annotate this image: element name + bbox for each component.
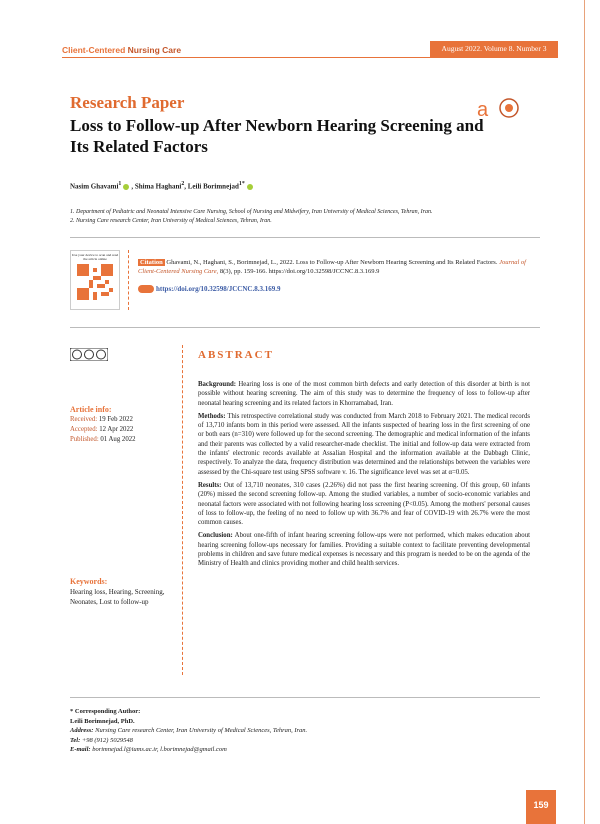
- corr-address-label: Address:: [70, 727, 94, 734]
- corr-name: Leili Borimnejad, PhD.: [70, 717, 135, 725]
- citation-text: Ghavami, N., Haghani, S., Borimnejad, L., 2022. Loss to Follow-up After Newborn Hearing Screening and Its Related Factors.: [166, 259, 498, 266]
- abstract-conclusion: [198, 531, 530, 568]
- background-text: Hearing loss is one of the most common birth defects and early detection of this disorder at birth is not possible without hearing screening. The aim of this study was to determine the frequency of loss to follow-up after neonatal hearing screening and its related factors in Khorramabad, Iran.: [198, 381, 530, 407]
- received-date: 19 Feb 2022: [98, 416, 133, 423]
- article-info-heading: Article info:: [70, 405, 112, 414]
- creative-commons-icon: [70, 348, 108, 361]
- abstract-background: [198, 380, 530, 408]
- conclusion-label: Conclusion:: [198, 532, 233, 540]
- issue-banner: August 2022. Volume 8. Number 3: [430, 41, 558, 57]
- citation-divider: [128, 250, 129, 310]
- article-title: Loss to Follow-up After Newborn Hearing Screening and Its Related Factors: [70, 116, 484, 156]
- affiliation-item: 2. Nursing Care research Center, Iran University of Medical Sciences, Tehran, Iran.: [70, 218, 272, 224]
- journal-name-part1: Client-Centered: [62, 45, 126, 55]
- accepted-label: Accepted:: [70, 426, 98, 433]
- abstract-results: [198, 481, 530, 527]
- keywords-text: Hearing loss, Hearing, Screening, Neonates, Lost to follow-up: [70, 588, 165, 606]
- divider: [70, 697, 540, 698]
- corr-address: Nursing Care research Center, Iran University of Medical Sciences, Tehran, Iran.: [95, 727, 308, 734]
- citation-label: Citation: [140, 259, 163, 266]
- results-text: Out of 13,710 neonates, 310 cases (2.26%) did not pass the first hearing screening. Of this group, 60 infants (20%) missed the second screening follow-up. Among the studied variables, a number of socio-economic variables and neonatal factors were associated with not following hearing loss screening (P<0.05). Among the mothers' personal causes of loss to follow-up, the feeling of no need to follow up with 36.7% and fear of COVID-19 with 26.7% were the most common causes.: [198, 481, 530, 527]
- page-number: 159: [526, 790, 556, 824]
- abstract-heading: ABSTRACT: [198, 349, 274, 361]
- corr-tel: +98 (912) 5029548: [81, 736, 133, 744]
- affiliation-item: 1. Department of Pediatric and Neonatal Intensive Care Nursing, School of Nursing and Midwifery, Iran University of Medical Sciences, Tehran, Iran.: [70, 209, 433, 215]
- orcid-icon[interactable]: [123, 184, 129, 190]
- svg-text:a: a: [477, 99, 489, 121]
- author-name: Shima Haghani: [134, 182, 182, 191]
- journal-name-part2: Nursing Care: [127, 45, 182, 55]
- author-affil-sup: 1*: [238, 181, 245, 187]
- corr-email-label: E-mail:: [70, 746, 91, 753]
- background-label: Background:: [198, 381, 237, 388]
- keywords-heading: Keywords:: [70, 577, 108, 586]
- abstract-body: [198, 380, 530, 573]
- author-affil-sup: 1: [118, 181, 122, 187]
- header-logos: [475, 97, 525, 126]
- published-date: 01 Aug 2022: [100, 436, 136, 443]
- column-divider: [182, 345, 183, 675]
- citation-block: [138, 258, 528, 276]
- abstract-methods: [198, 412, 530, 477]
- results-label: Results:: [198, 481, 222, 489]
- open-access-icon: [475, 97, 525, 121]
- author-list: Nasim Ghavami$^1$ , Shima Haghani$^2$, Leili Borimnejad$^{1*}$: [70, 181, 255, 190]
- qr-code-panel[interactable]: [70, 250, 120, 310]
- doi-icon: [138, 285, 154, 293]
- divider: [70, 237, 540, 238]
- qr-code-icon: [77, 264, 113, 300]
- conclusion-text: About one-fifth of infant hearing screening follow-ups were not performed, which makes education about hearing screening follow-ups necessary for families. Providing a suitable context to facilitate preventing developmental problems in children and save future medical expenses is necessary and this program is needed to be on the agenda of the Ministry of Health and clinics providing mother and child health services.: [198, 532, 530, 568]
- citation-rest: 8(3), pp. 159-166. https://doi.org/10.32598/JCCNC.8.3.169.9: [219, 268, 380, 275]
- methods-label: Methods:: [198, 412, 226, 420]
- affiliations: [70, 208, 540, 226]
- doi-link[interactable]: [138, 285, 280, 293]
- doi-text: https://doi.org/10.32598/JCCNC.8.3.169.9: [156, 285, 281, 293]
- article-type: Research Paper: [70, 93, 185, 112]
- methods-text: This retrospective correlational study was conducted from March 2018 to February 2021. The medical records of 13,710 infants born in this period were assessed. All the infants suspected of hearing loss in the first screening of one or both ears (n=310) were followed up for the second screening. The demographic and medical information of the infants and their parents was collected by a valid researcher-made checklist. The initial and follow-up data were extracted from the infants' electronic records available at Assalian Hospital and the information available at the Dabbagh Clinic, respectively. To analyze the data, frequency distribution was determined and the relationships between the variables were assessed by the Chi-square test using SPSS software v. 16. The significance level was set at α=0.05.: [198, 412, 531, 476]
- citation-journal: Journal of Client-Centered Nursing Care,: [138, 259, 526, 275]
- qr-caption: Use your device to scan and read the article online: [71, 253, 119, 261]
- corr-heading: * Corresponding Author:: [70, 708, 141, 715]
- accepted-date: 12 Apr 2022: [99, 426, 134, 433]
- author-affil-sup: 2: [181, 181, 185, 187]
- side-border-line: [584, 0, 585, 824]
- article-info: [70, 405, 136, 445]
- corr-email[interactable]: borimnejad.l@iums.ac.ir, l.borimnejad@gmail.com: [92, 746, 227, 753]
- corr-tel-label: Tel:: [70, 736, 81, 744]
- orcid-icon[interactable]: [247, 184, 253, 190]
- author-name: Leili Borimnejad: [187, 182, 239, 191]
- author-name: Nasim Ghavami: [70, 182, 119, 191]
- journal-name: [62, 45, 181, 55]
- received-label: Received:: [70, 416, 98, 423]
- header-rule: [62, 57, 558, 58]
- published-label: Published:: [70, 436, 99, 443]
- keywords: [70, 577, 170, 607]
- corresponding-author: [70, 707, 307, 755]
- divider: [70, 327, 540, 328]
